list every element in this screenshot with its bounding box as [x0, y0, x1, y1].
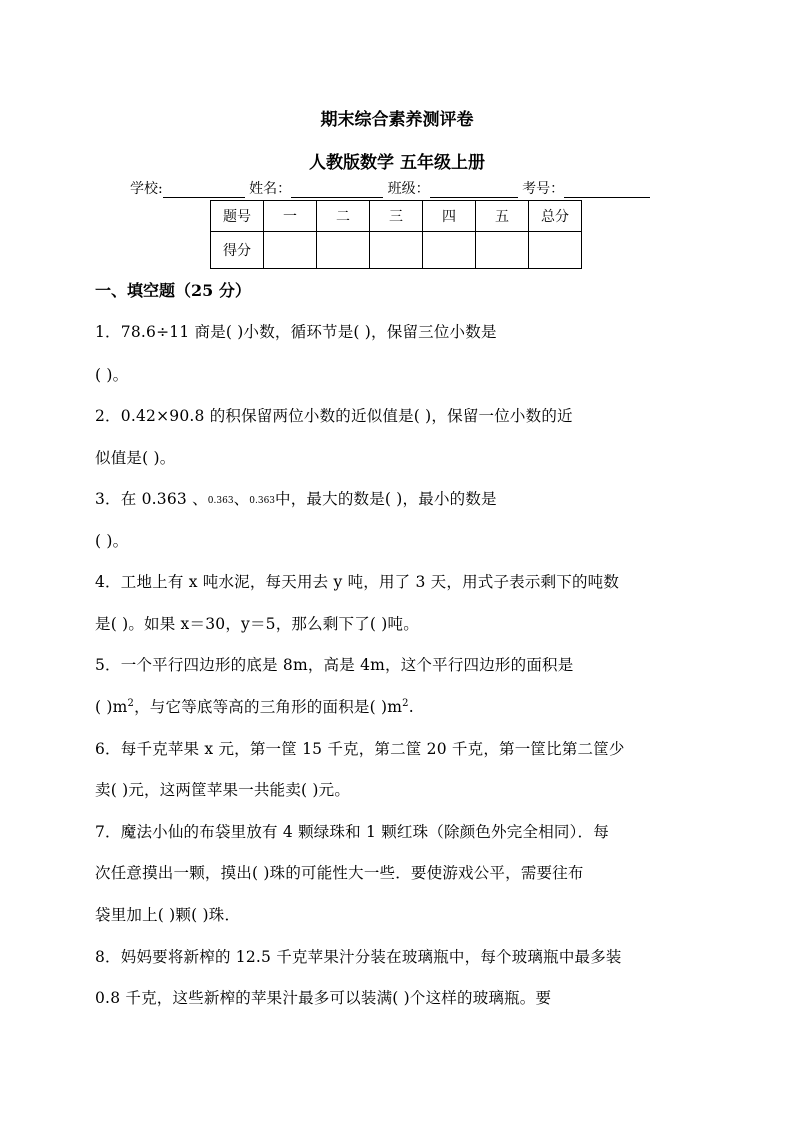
- question-line: 0.8 千克，这些新榨的苹果汁最多可以装满( )个这样的玻璃瓶。要: [95, 989, 552, 1007]
- question-line: 4．工地上有 x 吨水泥，每天用去 y 吨，用了 3 天，用式子表示剩下的吨数: [95, 573, 620, 591]
- question-line: 7．魔法小仙的布袋里放有 4 颗绿珠和 1 颗红珠（除颜色外完全相同）．每: [95, 823, 609, 841]
- score-cell: 题号: [211, 201, 264, 232]
- score-cell: 二: [317, 201, 370, 232]
- exam-no-label: 考号：: [522, 181, 565, 197]
- question-line: ( )$m^2$，与它等底等高的三角形的面积是( )$m^2$.: [95, 697, 414, 716]
- question-line: 次任意摸出一颗，摸出( )珠的可能性大一些．要使游戏公平，需要往布: [95, 864, 584, 882]
- name-field[interactable]: [291, 182, 383, 198]
- score-cell: 一: [264, 201, 317, 232]
- score-input-cell[interactable]: [476, 232, 529, 269]
- score-cell: 三: [370, 201, 423, 232]
- question-line: 袋里加上( )颗( )珠．: [95, 906, 241, 924]
- score-input-cell[interactable]: [317, 232, 370, 269]
- question-line: 1．78.6÷11 商是( )小数，循环节是( )，保留三位小数是: [95, 323, 497, 341]
- question-line: 8．妈妈要将新榨的 12.5 千克苹果汁分装在玻璃瓶中，每个玻璃瓶中最多装: [95, 948, 622, 966]
- score-table: [210, 200, 582, 269]
- question-line: 6．每千克苹果 x 元，第一筐 15 千克，第二筐 20 千克，第一筐比第二筐少: [95, 740, 625, 758]
- question-line: ( )。: [95, 532, 129, 550]
- school-label: 学校:: [130, 181, 163, 197]
- score-input-cell[interactable]: [264, 232, 317, 269]
- section-1-title: 一、填空题（25 分）: [95, 281, 251, 300]
- score-table-header-row: [211, 201, 582, 232]
- student-info-line: [130, 178, 650, 198]
- question-line: 2．0.42×90.8 的积保留两位小数的近似值是( )，保留一位小数的近: [95, 407, 573, 425]
- score-input-cell[interactable]: [370, 232, 423, 269]
- score-cell: 总分: [529, 201, 582, 232]
- score-row-label: 得分: [211, 232, 264, 269]
- question-line: ( )。: [95, 366, 129, 384]
- class-field[interactable]: [430, 182, 518, 198]
- question-line: 3．在 0.363 、0.363、0.363中，最大的数是( )，最小的数是: [95, 490, 497, 508]
- exam-no-field[interactable]: [564, 182, 650, 198]
- question-line: 是( )。如果 x＝30，y＝5，那么剩下了( )吨。: [95, 615, 419, 633]
- school-field[interactable]: [163, 182, 245, 198]
- question-line: 似值是( )。: [95, 449, 176, 467]
- score-cell: 五: [476, 201, 529, 232]
- exam-subtitle: 人教版数学 五年级上册: [309, 153, 485, 173]
- exam-title: 期末综合素养测评卷: [320, 110, 474, 130]
- question-line: 卖( )元，这两筐苹果一共能卖( )元。: [95, 781, 351, 799]
- name-label: 姓名：: [249, 181, 292, 197]
- repeating-decimal-1: 0.363: [207, 496, 234, 506]
- question-line: 5．一个平行四边形的底是 8m，高是 4m，这个平行四边形的面积是: [95, 656, 574, 674]
- score-cell: 四: [423, 201, 476, 232]
- score-input-cell[interactable]: [423, 232, 476, 269]
- repeating-decimal-2: 0.363: [249, 496, 276, 506]
- class-label: 班级：: [387, 181, 430, 197]
- score-table-score-row: [211, 232, 582, 269]
- score-input-cell[interactable]: [529, 232, 582, 269]
